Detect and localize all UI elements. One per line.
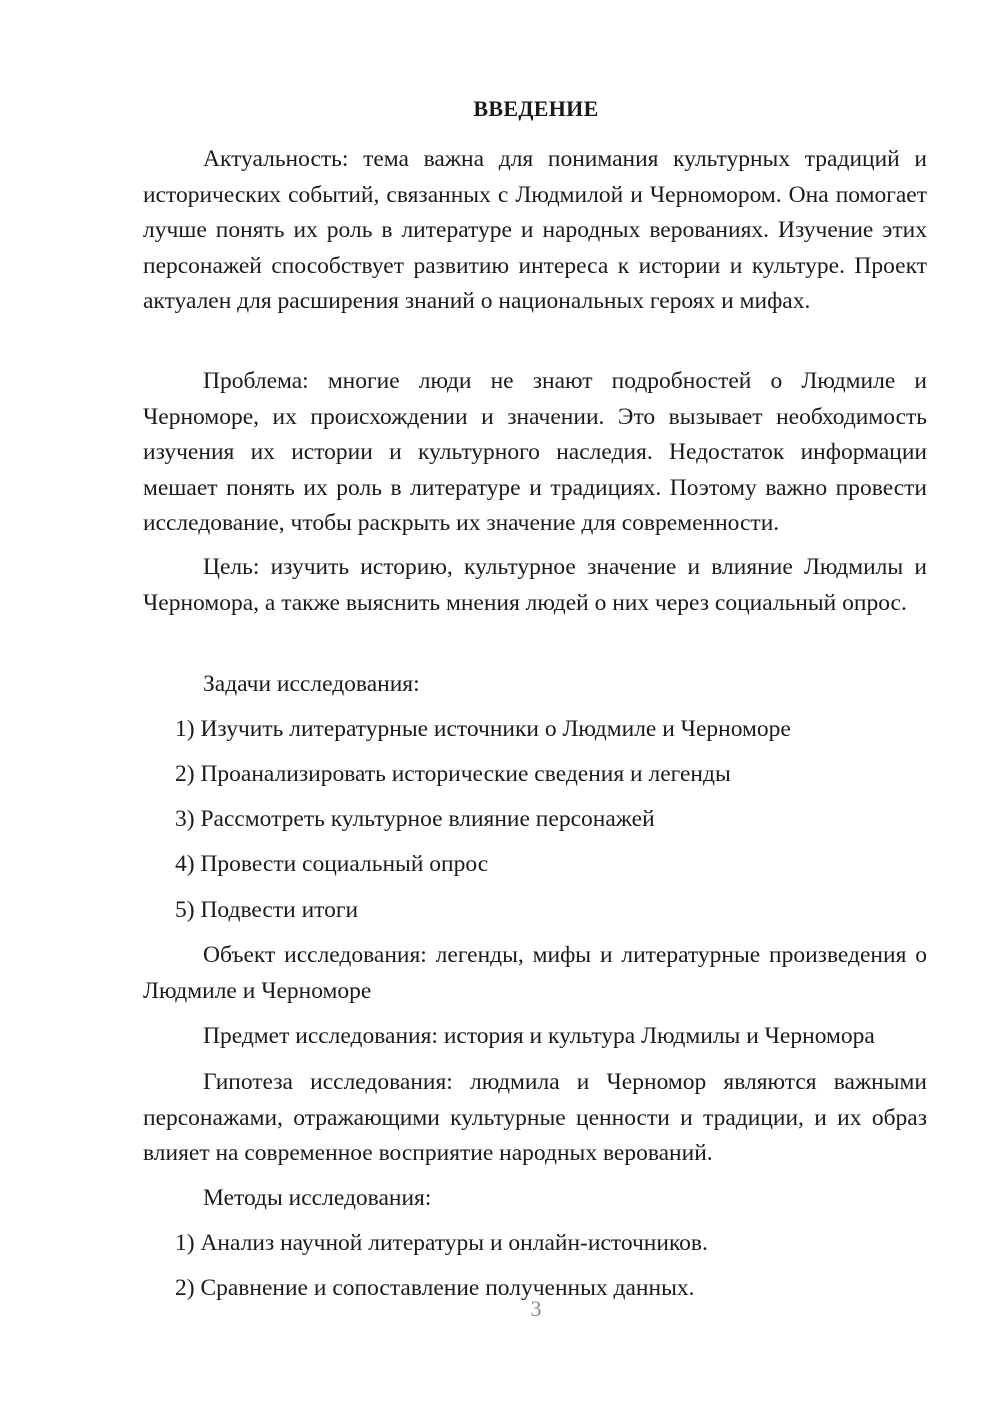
task-item: 4) Провести социальный опрос — [175, 851, 489, 877]
method-item: 1) Анализ научной литературы и онлайн-источников. — [175, 1230, 708, 1256]
object-paragraph: Объект исследования: легенды, мифы и литературные произведения о Людмиле и Черноморе — [143, 942, 927, 1004]
methods-heading: Методы исследования: — [203, 1185, 432, 1211]
subject-paragraph: Предмет исследования: история и культура Людмилы и Черномора — [203, 1023, 875, 1049]
tasks-heading: Задачи исследования: — [203, 671, 420, 697]
task-item: 1) Изучить литературные источники о Людмиле и Черноморе — [175, 716, 791, 742]
task-item: 2) Проанализировать исторические сведения и легенды — [175, 761, 731, 787]
task-item: 3) Рассмотреть культурное влияние персонажей — [175, 806, 655, 832]
page-title: ВВЕДЕНИЕ — [473, 96, 599, 121]
task-item: 5) Подвести итоги — [175, 897, 359, 923]
hypothesis-paragraph: Гипотеза исследования: людмила и Черномор являются важными персонажами, отражающими культурные ценности и традиции, и их образ влияет на современное восприятие народных верований. — [143, 1069, 927, 1166]
method-item: 2) Сравнение и сопоставление полученных данных. — [175, 1275, 695, 1301]
relevance-paragraph: Актуальность: тема важна для понимания культурных традиций и исторических событий, связанных с Людмилой и Черномором. Она помогает лучше понять их роль в литературе и народных верованиях. Изучение этих персонажей способствует развитию интереса к истории и культуре. Проект актуален для расширения знаний о национальных героях и мифах. — [143, 146, 927, 314]
problem-paragraph: Проблема: многие люди не знают подробностей о Людмиле и Черноморе, их происхождении и значении. Это вызывает необходимость изучения их истории и культурного наследия. Недостаток информации мешает понять их роль в литературе и традициях. Поэтому важно провести исследование, чтобы раскрыть их значение для современности. — [143, 368, 927, 536]
goal-paragraph: Цель: изучить историю, культурное значение и влияние Людмилы и Черномора, а также выяснить мнения людей о них через социальный опрос. — [143, 554, 927, 616]
page-number: 3 — [530, 1296, 542, 1321]
